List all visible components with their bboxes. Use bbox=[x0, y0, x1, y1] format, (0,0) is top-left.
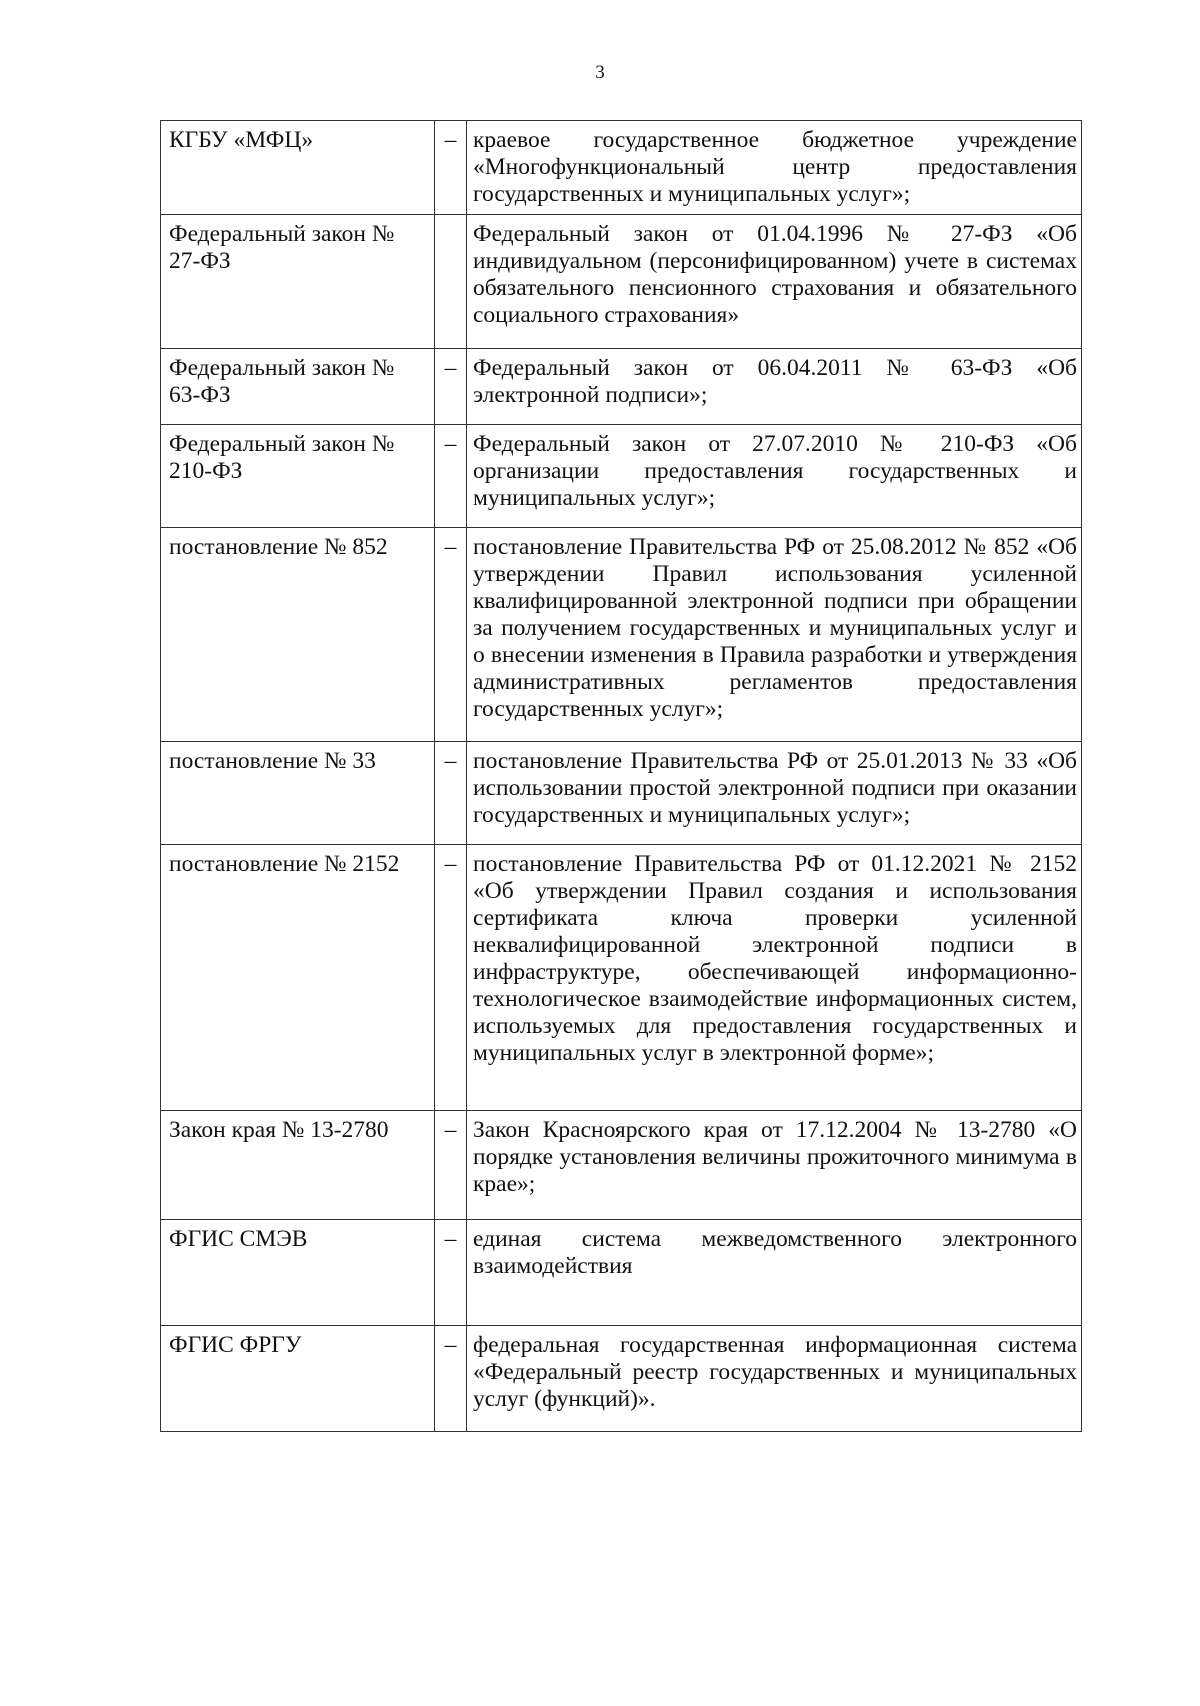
term-cell: Закон края № 13-2780 bbox=[161, 1111, 435, 1220]
dash-cell: – bbox=[435, 349, 467, 425]
term-cell: постановление № 852 bbox=[161, 528, 435, 742]
term-cell: Федеральный закон № 210-ФЗ bbox=[161, 425, 435, 528]
description-cell: Федеральный закон от 27.07.2010 № 210-ФЗ «Об организации предоставления государственных и муниципальных услуг»; bbox=[467, 425, 1082, 528]
term-cell: ФГИС ФРГУ bbox=[161, 1326, 435, 1432]
term-cell: ФГИС СМЭВ bbox=[161, 1220, 435, 1326]
dash-cell: – bbox=[435, 1220, 467, 1326]
description-cell: Федеральный закон от 01.04.1996 № 27-ФЗ «Об индивидуальном (персонифицированном) учете в системах обязательного пенсионного страхования и обязательного социального страхования» bbox=[467, 215, 1082, 349]
description-cell: постановление Правительства РФ от 25.01.2013 № 33 «Об использовании простой электронной подписи при оказании государственных и муниципальных услуг»; bbox=[467, 742, 1082, 845]
table-row bbox=[161, 845, 1082, 1111]
dash-cell: – bbox=[435, 742, 467, 845]
dash-cell bbox=[435, 215, 467, 349]
description-cell: постановление Правительства РФ от 01.12.2021 № 2152 «Об утверждении Правил создания и использования сертификата ключа проверки усиленной неквалифицированной электронной подписи в инфраструктуре, обеспечивающей информационно-технологическое взаимодействие информационных систем, используемых для предоставления государственных и муниципальных услуг в электронной форме»; bbox=[467, 845, 1082, 1111]
table-row bbox=[161, 1220, 1082, 1326]
dash-cell: – bbox=[435, 121, 467, 215]
definitions-table bbox=[160, 120, 1082, 1432]
dash-cell: – bbox=[435, 1326, 467, 1432]
table-row bbox=[161, 349, 1082, 425]
table-row bbox=[161, 1111, 1082, 1220]
page-number: 3 bbox=[595, 62, 605, 83]
table-row bbox=[161, 215, 1082, 349]
description-cell: единая система межведомственного электронного взаимодействия bbox=[467, 1220, 1082, 1326]
description-cell: постановление Правительства РФ от 25.08.2012 № 852 «Об утверждении Правил использования усиленной квалифицированной электронной подписи при обращении за получением государственных и муниципальных услуг и о внесении изменения в Правила разработки и утверждения административных регламентов предоставления государственных услуг»; bbox=[467, 528, 1082, 742]
description-cell: Федеральный закон от 06.04.2011 № 63-ФЗ «Об электронной подписи»; bbox=[467, 349, 1082, 425]
dash-cell: – bbox=[435, 528, 467, 742]
term-cell: постановление № 33 bbox=[161, 742, 435, 845]
table-row bbox=[161, 1326, 1082, 1432]
dash-cell: – bbox=[435, 845, 467, 1111]
term-cell: КГБУ «МФЦ» bbox=[161, 121, 435, 215]
dash-cell: – bbox=[435, 1111, 467, 1220]
dash-cell: – bbox=[435, 425, 467, 528]
term-cell: Федеральный закон № 27-ФЗ bbox=[161, 215, 435, 349]
term-cell: Федеральный закон № 63-ФЗ bbox=[161, 349, 435, 425]
table-row bbox=[161, 742, 1082, 845]
table-row bbox=[161, 121, 1082, 215]
term-cell: постановление № 2152 bbox=[161, 845, 435, 1111]
description-cell: краевое государственное бюджетное учреждение «Многофункциональный центр предоставления государственных и муниципальных услуг»; bbox=[467, 121, 1082, 215]
table-row bbox=[161, 528, 1082, 742]
description-cell: федеральная государственная информационная система «Федеральный реестр государственных и муниципальных услуг (функций)». bbox=[467, 1326, 1082, 1432]
description-cell: Закон Красноярского края от 17.12.2004 № 13-2780 «О порядке установления величины прожиточного минимума в крае»; bbox=[467, 1111, 1082, 1220]
table-row bbox=[161, 425, 1082, 528]
